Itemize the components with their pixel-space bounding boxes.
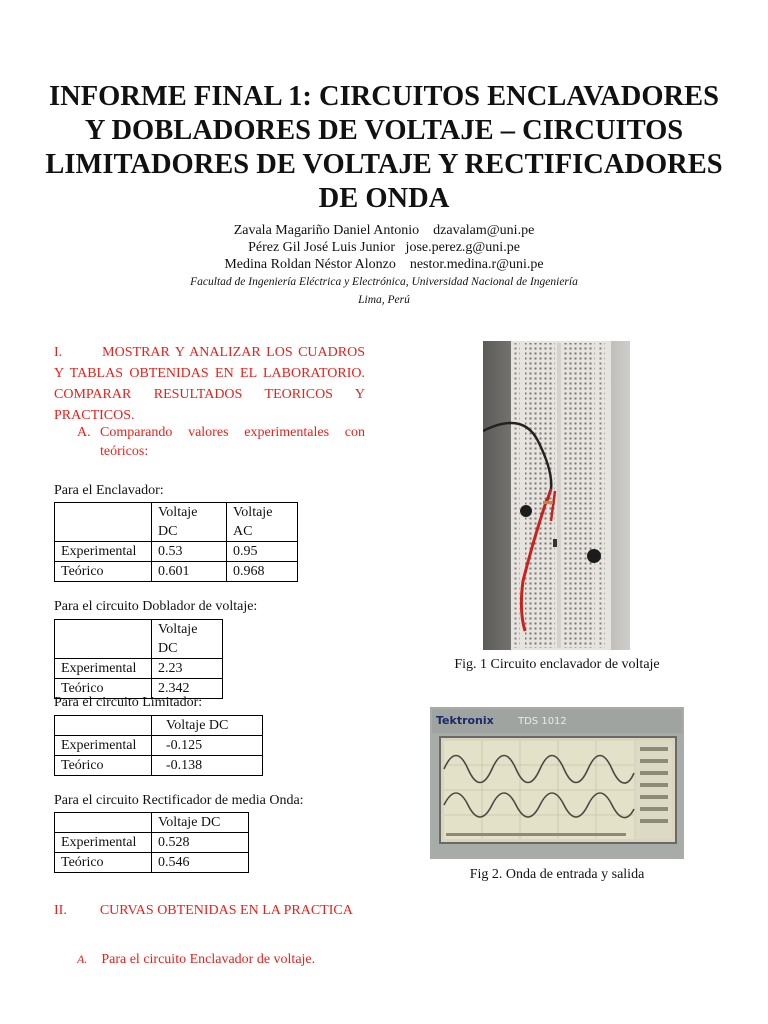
author-line: Medina Roldan Néstor Alonzo nestor.medina.r@uni.pe: [224, 257, 544, 272]
table-row: [55, 562, 298, 582]
author-line: Zavala Magariño Daniel Antonio dzavalam@uni.pe: [233, 223, 535, 238]
table-cell: Experimental: [55, 833, 152, 853]
table-cell: Experimental: [55, 736, 152, 756]
table-label-rectificador: Para el circuito Rectificador de media Onda:: [54, 793, 304, 808]
table-row: [55, 659, 223, 679]
subsection-a: [77, 423, 365, 461]
model-label: TDS 1012: [518, 716, 567, 727]
table-row: [55, 853, 249, 873]
author-line: Pérez Gil José Luis Junior jose.perez.g@uni.pe: [248, 240, 520, 255]
breadboard-photo: [483, 341, 630, 650]
table-cell: Teórico: [55, 679, 152, 699]
table-header: Voltaje DC: [152, 716, 263, 736]
section-number: I.: [54, 345, 63, 360]
table-label-doblador: Para el circuito Doblador de voltaje:: [54, 599, 258, 614]
brand-logo: Tektronix: [436, 714, 494, 727]
section-title: MOSTRAR Y ANALIZAR LOS CUADROS Y TABLAS OBTENIDAS EN EL LABORATORIO. COMPARAR RESULTADOS TEORICOS Y PRACTICOS.: [54, 345, 365, 423]
table-header: Voltaje AC: [227, 503, 298, 542]
table-header: Voltaje DC: [152, 620, 223, 659]
table-row: [55, 833, 249, 853]
table-cell: 0.601: [152, 562, 227, 582]
table-cell: 0.528: [152, 833, 249, 853]
figure-caption: Fig. 1 Circuito enclavador de voltaje: [454, 657, 660, 672]
table-cell: 0.53: [152, 542, 227, 562]
author-block: [0, 222, 768, 309]
section-title: CURVAS OBTENIDAS EN LA PRACTICA: [99, 903, 353, 918]
table-cell: Experimental: [55, 542, 152, 562]
section-1-heading: [54, 342, 365, 426]
table-cell: Teórico: [55, 853, 152, 873]
table-cell: -0.138: [152, 756, 263, 776]
table-label-limitador: Para el circuito Limitador:: [54, 695, 203, 710]
figure-caption: Fig 2. Onda de entrada y salida: [469, 867, 645, 882]
table-cell: 2.23: [152, 659, 223, 679]
table-cell: 0.968: [227, 562, 298, 582]
table-row: [55, 620, 223, 659]
table-cell: 0.95: [227, 542, 298, 562]
table-row: [55, 756, 263, 776]
table-label-enclavador: Para el Enclavador:: [54, 483, 164, 498]
table-cell: 2.342: [152, 679, 223, 699]
table-cell: 0.546: [152, 853, 249, 873]
section-number: II.: [54, 903, 67, 918]
table-row: [55, 736, 263, 756]
table-row: [55, 716, 263, 736]
table-row: [55, 813, 249, 833]
table-limitador: [54, 715, 263, 776]
table-row: [55, 503, 298, 542]
table-cell: -0.125: [152, 736, 263, 756]
table-doblador: [54, 619, 223, 699]
table-header: Voltaje DC: [152, 813, 249, 833]
affiliation: Facultad de Ingeniería Eléctrica y Electrónica, Universidad Nacional de Ingeniería: [190, 276, 578, 288]
table-cell: Teórico: [55, 562, 152, 582]
location: Lima, Perú: [358, 294, 410, 306]
table-cell: Experimental: [55, 659, 152, 679]
table-enclavador: [54, 502, 298, 582]
subsection-text: Comparando valores experimentales con teóricos:: [100, 425, 365, 459]
subsection-number: A.: [77, 425, 91, 440]
table-rectificador: [54, 812, 249, 873]
table-row: [55, 542, 298, 562]
table-header: Voltaje DC: [152, 503, 227, 542]
subsection-text: Para el circuito Enclavador de voltaje.: [101, 952, 316, 967]
subsection-number: A.: [77, 952, 88, 966]
section-2-heading: [54, 903, 353, 919]
oscilloscope-photo: [430, 707, 684, 859]
table-cell: Teórico: [55, 756, 152, 776]
section-2-subsection: [77, 952, 315, 968]
paper-title: INFORME FINAL 1: CIRCUITOS ENCLAVADORES Y DOBLADORES DE VOLTAJE – CIRCUITOS LIMITADORES DE VOLTAJE Y RECTIFICADORES DE ONDA: [45, 81, 723, 214]
